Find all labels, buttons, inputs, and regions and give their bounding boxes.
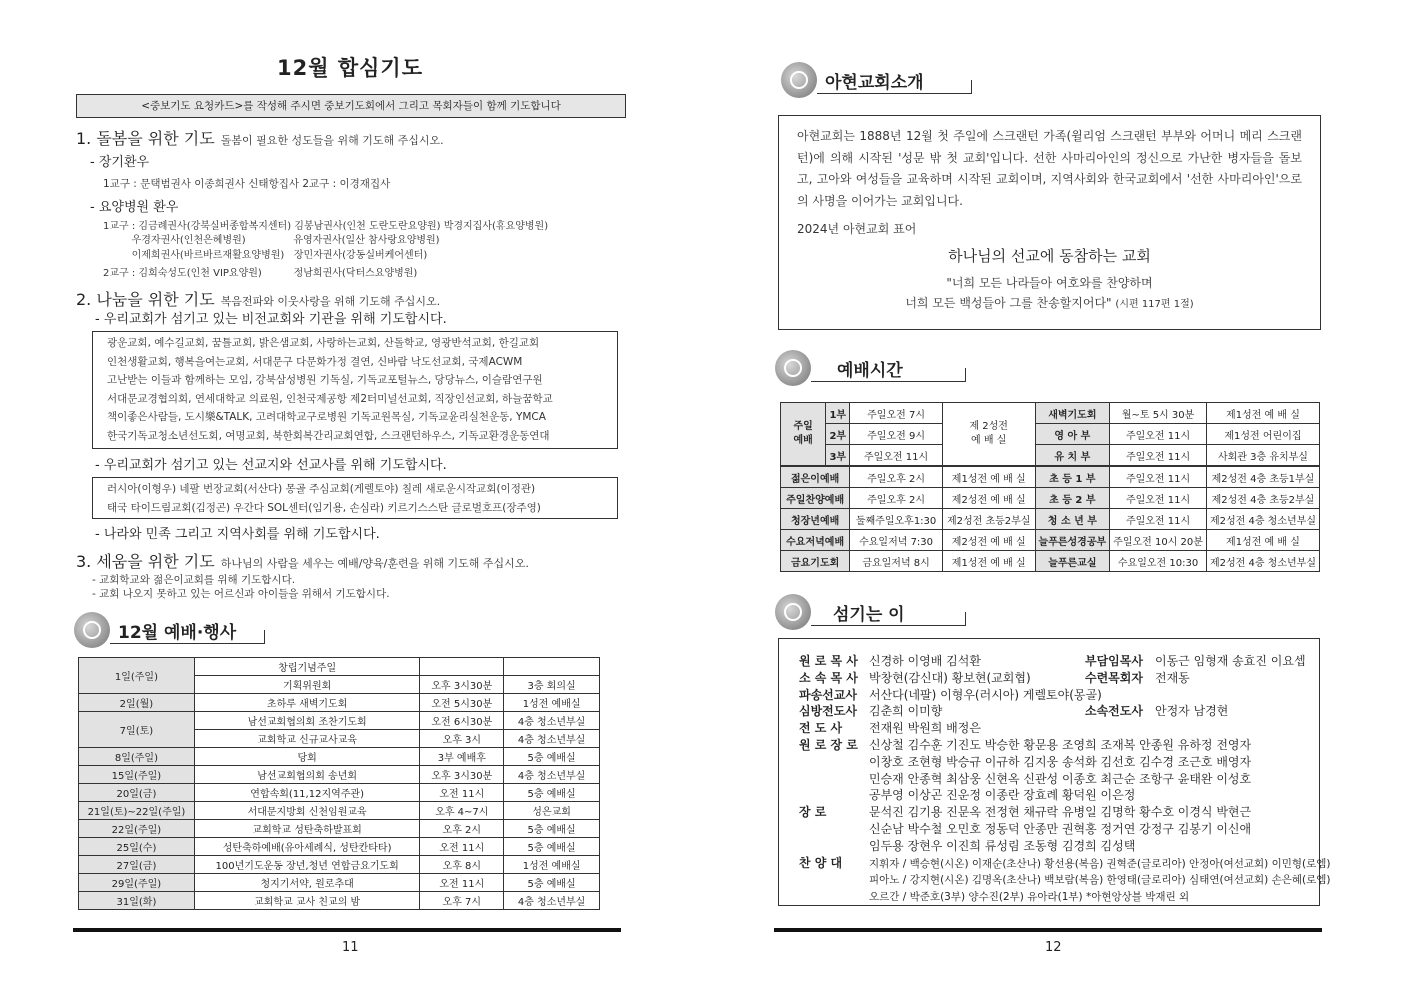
nursing-line: 우경자권사(인천은혜병원) 유영자권사(일산 참사랑요양병원) — [103, 235, 440, 246]
event-name: 기획위원회 — [194, 676, 420, 694]
worship-name: 젊은이예배 — [781, 466, 850, 488]
event-name: 성탄축하예배(유아세례식, 성탄칸타타) — [194, 838, 420, 856]
worship-time: 수요일저녁 7:30 — [850, 530, 943, 551]
worship-place: 제2성전 4층 초등1부실 — [1206, 466, 1319, 488]
staff-names: 오르간 / 박준호(3부) 양수진(2부) 유아라(1부) *아현앙상블 박재린 외 — [869, 891, 1190, 904]
event-time: 오전 11시 — [420, 874, 504, 892]
event-name: 교회학교 성탄축하발표회 — [194, 820, 420, 838]
vision-line: 광운교회, 예수길교회, 꿈틀교회, 밝은샘교회, 사랑하는교회, 산돌학교, 영광반석교회, 한길교회 — [107, 337, 540, 349]
event-time: 오전 11시 — [420, 784, 504, 802]
staff-row — [799, 720, 1319, 737]
staff-row — [799, 687, 1319, 704]
event-row — [79, 748, 600, 766]
intro-box — [778, 115, 1321, 330]
staff-row — [799, 888, 1319, 905]
event-date: 1일(주일) — [79, 658, 195, 694]
mission-line: 러시아(이형우) 네팔 번장교회(서산다) 몽골 주심교회(게렐토야) 칠레 새로운시작교회(이정관) — [107, 483, 536, 495]
title-bracket — [965, 368, 966, 382]
event-place: 1성전 예배실 — [504, 694, 600, 712]
intro-title: 아현교회소개 — [825, 73, 924, 93]
worship-name: 청장년예배 — [781, 509, 850, 530]
worship-row — [781, 551, 1320, 572]
page-number: 11 — [342, 940, 359, 955]
worship-time: 주일오전 11시 — [1110, 466, 1207, 488]
church-emblem-icon — [781, 62, 817, 98]
motto: 하나님의 선교에 동참하는 교회 — [948, 247, 1151, 265]
event-row — [79, 784, 600, 802]
event-name: 서대문지방회 신천임원교육 — [194, 802, 420, 820]
worship-place: 제2성전 예 배 실 — [942, 530, 1035, 551]
title-bracket — [965, 612, 966, 626]
event-date: 21일(토)~22일(주일) — [79, 802, 195, 820]
verse-ref: (시편 117편 1절) — [1115, 299, 1194, 310]
event-date: 2일(월) — [79, 694, 195, 712]
service-3-time: 주일오전 11시 — [850, 445, 943, 467]
page-left — [0, 0, 701, 992]
event-place: 5층 예배실 — [504, 784, 600, 802]
staff-role: 전 도 사 — [799, 721, 843, 736]
event-place: 4층 청소년부실 — [504, 712, 600, 730]
section-share-note: 복음전파와 이웃사랑을 위해 기도해 주십시오. — [220, 295, 441, 308]
event-date: 20일(금) — [79, 784, 195, 802]
event-time: 오후 3시 — [420, 730, 504, 748]
verse-text-2: 너희 모든 백성들아 그를 찬송할지어다" — [905, 296, 1112, 310]
event-time: 오전 11시 — [420, 838, 504, 856]
worship-time: 주일오후 2시 — [850, 466, 943, 488]
staff-row — [799, 670, 1319, 687]
vision-line: 책이좋은사람들, 도시樂&TALK, 고려대학교구로병원 기독교원목실, 기독교윤리실천운동, YMCA — [107, 411, 546, 423]
staff-row — [799, 855, 1331, 872]
section-care-title: 1. 돌봄을 위한 기도 — [76, 129, 215, 148]
title-underline — [817, 93, 971, 94]
event-time: 오후 8시 — [420, 856, 504, 874]
sunday-worship-place: 제 2성전 예 배 실 — [942, 403, 1035, 467]
event-time: 3부 예배후 — [420, 748, 504, 766]
staff-role: 심방전도사 — [799, 704, 857, 719]
staff-names: 임두용 장현우 이진희 류성림 조동형 김경희 김성택 — [869, 838, 1136, 853]
event-place: 4층 청소년부실 — [504, 892, 600, 910]
event-row — [79, 892, 600, 910]
section-care-note: 돌봄이 필요한 성도들을 위해 기도해 주십시오. — [220, 134, 444, 147]
vision-heading: - 우리교회가 섬기고 있는 비전교회와 기관을 위해 기도합시다. — [95, 312, 447, 327]
event-place: 5층 예배실 — [504, 874, 600, 892]
staff-role: 소속전도사 — [1085, 704, 1143, 719]
staff-names: 전재동 — [1155, 670, 1190, 685]
worship-place: 제2성전 4층 청소년부실 — [1206, 551, 1319, 572]
church-emblem-icon — [775, 594, 811, 630]
event-name: 초하루 새벽기도회 — [194, 694, 420, 712]
event-time: 오후 4~7시 — [420, 802, 504, 820]
event-place: 4층 청소년부실 — [504, 730, 600, 748]
mission-line: 태국 타이드림교회(김정곤) 우간다 SOL센터(임기용, 손심라) 키르기스스탄 글로벌호프(장주영) — [107, 501, 541, 514]
motto-label: 2024년 아현교회 표어 — [797, 222, 917, 236]
verse-line-2 — [797, 294, 1302, 311]
worship-name: 초 등 2 부 — [1035, 488, 1110, 509]
event-time: 오후 2시 — [420, 820, 504, 838]
title-underline — [811, 625, 965, 626]
prayer-card-notice: <중보기도 요청카드>를 작성해 주시면 중보기도회에서 그리고 목회자들이 함께 기도합니다 — [76, 94, 626, 118]
worship-time: 주일오전 11시 — [1110, 509, 1207, 530]
event-name: 교회학교 교사 친교의 밤 — [194, 892, 420, 910]
worship-place: 제2성전 초등2부실 — [942, 509, 1035, 530]
nursing-heading: - 요양병원 환우 — [90, 200, 179, 215]
church-emblem-icon — [74, 612, 110, 648]
worship-time: 주일오전 11시 — [1110, 488, 1207, 509]
page-title: 12월 합심기도 — [277, 56, 423, 80]
event-name: 100년기도운동 장년,청년 연합금요기도회 — [194, 856, 420, 874]
staff-row — [799, 737, 1319, 754]
service-2: 2부 — [826, 424, 850, 445]
worship-time: 둘째주일오후1:30 — [850, 509, 943, 530]
event-time: 오전 5시30분 — [420, 694, 504, 712]
staff-role: 파송선교사 — [799, 687, 857, 702]
longterm-heading: - 장기환우 — [90, 155, 150, 170]
worship-time: 금요일저녁 8시 — [850, 551, 943, 572]
event-date: 27일(금) — [79, 856, 195, 874]
staff-row — [799, 754, 1319, 771]
staff-role: 장 로 — [799, 805, 827, 820]
worship-time: 수요일오전 10:30 — [1110, 551, 1207, 572]
staff-role: 찬 양 대 — [799, 855, 843, 870]
worship-place: 제2성전 4층 청소년부실 — [1206, 509, 1319, 530]
event-place: 5층 예배실 — [504, 820, 600, 838]
nursing-line: 1교구 : 김금례권사(강북실버종합복지센터) 김봉남권사(인천 도란도란요양원) 박경지집사(휴요양병원) — [103, 221, 549, 232]
title-bracket — [264, 630, 265, 644]
staff-section-title — [775, 594, 967, 630]
staff-row — [799, 804, 1319, 821]
worship-name: 청 소 년 부 — [1035, 509, 1110, 530]
mission-heading: - 우리교회가 섬기고 있는 선교지와 선교사를 위해 기도합시다. — [95, 458, 447, 473]
event-name: 당회 — [194, 748, 420, 766]
service-1: 1부 — [826, 403, 850, 424]
vision-line: 고난받는 이들과 함께하는 모임, 강북삼성병원 기독실, 기독교포털뉴스, 당당뉴스, 이슬람연구원 — [107, 374, 543, 386]
event-time: 오전 6시30분 — [420, 712, 504, 730]
staff-row — [799, 703, 1319, 720]
worship-name: 초 등 1 부 — [1035, 466, 1110, 488]
staff-names: 민승재 안종혁 최삼웅 신현옥 신관성 이종호 최근순 조항구 윤태완 이성호 — [869, 771, 1252, 786]
worship-row — [781, 466, 1320, 488]
event-date: 8일(주일) — [79, 748, 195, 766]
worship-row — [781, 509, 1320, 530]
worship-name: 늘푸른교실 — [1035, 551, 1110, 572]
staff-row — [799, 771, 1319, 788]
worship-time: 월~토 5시 30분 — [1110, 403, 1207, 424]
event-time: 오후 3시30분 — [420, 766, 504, 784]
worship-name: 금요기도회 — [781, 551, 850, 572]
events-table — [78, 657, 600, 910]
section-build-title: 3. 세움을 위한 기도 — [76, 552, 215, 571]
staff-title: 섬기는 이 — [833, 605, 905, 625]
worship-place: 제2성전 예 배 실 — [942, 488, 1035, 509]
intro-section-title — [781, 62, 973, 98]
worship-times-table — [780, 402, 1320, 572]
staff-names: 김춘희 이미향 — [869, 704, 943, 719]
events-title: 12월 예배·행사 — [118, 623, 237, 643]
worship-section-title — [775, 350, 967, 386]
event-time: 오후 3시30분 — [420, 676, 504, 694]
staff-names: 피아노 / 강지현(시온) 김명옥(초산나) 백보람(복음) 한영태(글로리아) 심태연(여선교회) 손은혜(로엠) — [869, 874, 1331, 887]
staff-box — [778, 638, 1331, 906]
worship-time: 주일오후 2시 — [850, 488, 943, 509]
staff-names: 공부영 이상곤 진운정 이종란 장효례 황덕원 이은정 — [869, 788, 1136, 803]
staff-row — [799, 821, 1319, 838]
event-date: 15일(주일) — [79, 766, 195, 784]
staff-row — [799, 871, 1331, 888]
event-row — [79, 658, 600, 676]
event-date: 25일(수) — [79, 838, 195, 856]
worship-place: 제1성전 예 배 실 — [1206, 530, 1319, 551]
event-name: 남선교회협의회 조찬기도회 — [194, 712, 420, 730]
event-place: 3층 회의실 — [504, 676, 600, 694]
worship-name: 영 아 부 — [1035, 424, 1110, 445]
section-share-title: 2. 나눔을 위한 기도 — [76, 290, 215, 309]
staff-names: 안정자 남경현 — [1155, 704, 1229, 719]
event-date: 22일(주일) — [79, 820, 195, 838]
vision-line: 인천생활교회, 행복을여는교회, 서대문구 다문화가정 결연, 신바람 낙도선교회, 국제ACWM — [107, 355, 523, 368]
service-2-time: 주일오전 9시 — [850, 424, 943, 445]
event-row — [79, 712, 600, 730]
nation-heading: - 나라와 민족 그리고 지역사회를 위해 기도합시다. — [95, 527, 380, 542]
worship-time: 주일오전 11시 — [1110, 445, 1207, 467]
vision-line: 한국기독교청소년선도회, 여명교회, 북한회복간리교회연합, 스크랜턴하우스, 기독교환경운동연대 — [107, 429, 550, 442]
event-place — [504, 658, 600, 676]
event-place: 4층 청소년부실 — [504, 766, 600, 784]
worship-row — [781, 488, 1320, 509]
worship-title: 예배시간 — [837, 361, 903, 381]
event-date: 31일(화) — [79, 892, 195, 910]
build-line: - 교회학교와 젊은이교회를 위해 기도합시다. — [92, 574, 296, 586]
event-row — [79, 838, 600, 856]
staff-names: 신상철 김수훈 기진도 박승한 황문용 조영희 조재복 안종원 유하정 전영자 — [869, 737, 1252, 752]
events-table-body — [79, 658, 600, 910]
title-underline — [110, 643, 264, 644]
nursing-line: 이제희권사(바르바르재활요양병원) 장민자권사(강동실버케어센터) — [103, 250, 428, 261]
event-row — [79, 802, 600, 820]
build-line: - 교회 나오지 못하고 있는 어르신과 아이들을 위해서 기도합시다. — [92, 588, 390, 600]
staff-role: 소 속 목 사 — [799, 670, 858, 685]
event-date: 29일(주일) — [79, 874, 195, 892]
worship-place: 제1성전 예 배 실 — [942, 551, 1035, 572]
worship-place: 제1성전 예 배 실 — [942, 466, 1035, 488]
worship-name: 주일찬양예배 — [781, 488, 850, 509]
staff-row — [799, 653, 1319, 670]
staff-names: 신경하 이영배 김석환 — [869, 654, 981, 668]
event-place: 5층 예배실 — [504, 748, 600, 766]
event-name: 연합속회(11,12지역주관) — [194, 784, 420, 802]
worship-place: 제1성전 어린이집 — [1206, 424, 1319, 445]
worship-time: 주일오전 10시 20분 — [1110, 530, 1207, 551]
staff-names: 서산다(네팔) 이형우(러시아) 게렐토야(몽골) — [869, 687, 1102, 702]
events-section-title — [74, 612, 264, 648]
staff-role: 원 로 목 사 — [799, 654, 858, 668]
vision-line: 서대문교경협의회, 연세대학교 의료원, 인천국제공항 제2터미널선교회, 직장인선교회, 하늘꿈학교 — [107, 392, 553, 405]
intro-text: 아현교회는 1888년 12월 첫 주일에 스크랜턴 가족(윌리엄 스크랜턴 부부와 어머니 메리 스크랜턴)에 의해 시작된 '성문 밖 첫 교회'입니다. 선한 사마리아인의 정신으로 가난한 병자들을 돌보고, 고아와 여성들을 교육하며 시작된 교회이며, 지역사회와 한국교회에서 '선한 사마리아인'으로의 사명을 이어가는 교회입니다. — [797, 129, 1302, 208]
longterm-list: 1교구 : 문택범권사 이종희권사 신태항집사 2교구 : 이경재집사 — [103, 178, 391, 190]
event-place: 5층 예배실 — [504, 838, 600, 856]
missionaries-box — [92, 477, 618, 519]
page-right — [701, 0, 1403, 992]
event-time — [420, 658, 504, 676]
service-1-time: 주일오전 7시 — [850, 403, 943, 424]
worship-place: 제2성전 4층 초등2부실 — [1206, 488, 1319, 509]
worship-name: 늘푸른성경공부 — [1035, 530, 1110, 551]
worship-row — [781, 530, 1320, 551]
footer-rule — [774, 928, 1322, 932]
nursing-line: 2교구 : 김희숙성도(인천 VIP요양원) 정남희권사(닥터스요양병원) — [103, 268, 418, 279]
footer-rule — [73, 928, 621, 932]
staff-names: 문석진 김기용 진문옥 전정현 채규락 유병일 김명학 황수호 이경식 박현근 — [869, 805, 1252, 820]
event-place: 1성전 예배실 — [504, 856, 600, 874]
staff-names: 이창호 조현형 박승규 이규하 김지웅 송석화 김선호 김수경 조근호 배영자 — [869, 754, 1252, 769]
staff-role: 원 로 장 로 — [799, 737, 858, 752]
worship-name: 새벽기도회 — [1035, 403, 1110, 424]
sunday-worship-label: 주일 예배 — [781, 403, 826, 467]
worship-place: 제1성전 예 배 실 — [1206, 403, 1319, 424]
event-place: 성은교회 — [504, 802, 600, 820]
verse-line-1: "너희 모든 나라들아 여호와를 찬양하며 — [946, 276, 1153, 290]
staff-names: 전재원 박원희 배정은 — [869, 721, 981, 736]
page-number: 12 — [1045, 940, 1062, 955]
event-row — [79, 856, 600, 874]
staff-role: 부담임목사 — [1085, 654, 1143, 668]
event-row — [79, 820, 600, 838]
event-date: 7일(토) — [79, 712, 195, 748]
section-care-heading — [76, 126, 444, 149]
title-bracket — [971, 80, 972, 94]
staff-names: 신순남 박수철 오민호 정동덕 안종만 권혁홍 정거연 강정구 김봉기 이신애 — [869, 821, 1252, 836]
worship-times-rows — [781, 466, 1320, 572]
event-name: 남선교회협의회 송년회 — [194, 766, 420, 784]
staff-names: 박창현(감신대) 황보현(교회협) — [869, 670, 1031, 685]
staff-row — [799, 787, 1319, 804]
event-time: 오후 7시 — [420, 892, 504, 910]
service-3: 3부 — [826, 445, 850, 467]
worship-time: 주일오전 11시 — [1110, 424, 1207, 445]
staff-row — [799, 838, 1319, 855]
worship-name: 수요저녁예배 — [781, 530, 850, 551]
church-emblem-icon — [775, 350, 811, 386]
event-row — [79, 694, 600, 712]
worship-place: 사회관 3층 유치부실 — [1206, 445, 1319, 467]
staff-role: 수련목회자 — [1085, 670, 1143, 685]
vision-churches-box — [92, 331, 618, 449]
event-name: 청지기서약, 원로추대 — [194, 874, 420, 892]
section-build-note: 하나님의 사람을 세우는 예배/양육/훈련을 위해 기도해 주십시오. — [220, 557, 529, 570]
event-name: 창립기념주일 — [194, 658, 420, 676]
worship-name: 유 치 부 — [1035, 445, 1110, 467]
section-share-heading — [76, 287, 440, 310]
section-build-heading — [76, 549, 529, 572]
event-row — [79, 874, 600, 892]
title-underline — [811, 381, 965, 382]
event-name: 교회학교 신규교사교육 — [194, 730, 420, 748]
staff-names: 이동근 임형재 송효진 이요셉 — [1155, 654, 1306, 668]
staff-names: 지휘자 / 백승현(시온) 이재순(초산나) 황선용(복음) 권혁준(글로리아) 안정아(여선교회) 이민형(로엠) — [869, 857, 1331, 870]
event-row — [79, 766, 600, 784]
